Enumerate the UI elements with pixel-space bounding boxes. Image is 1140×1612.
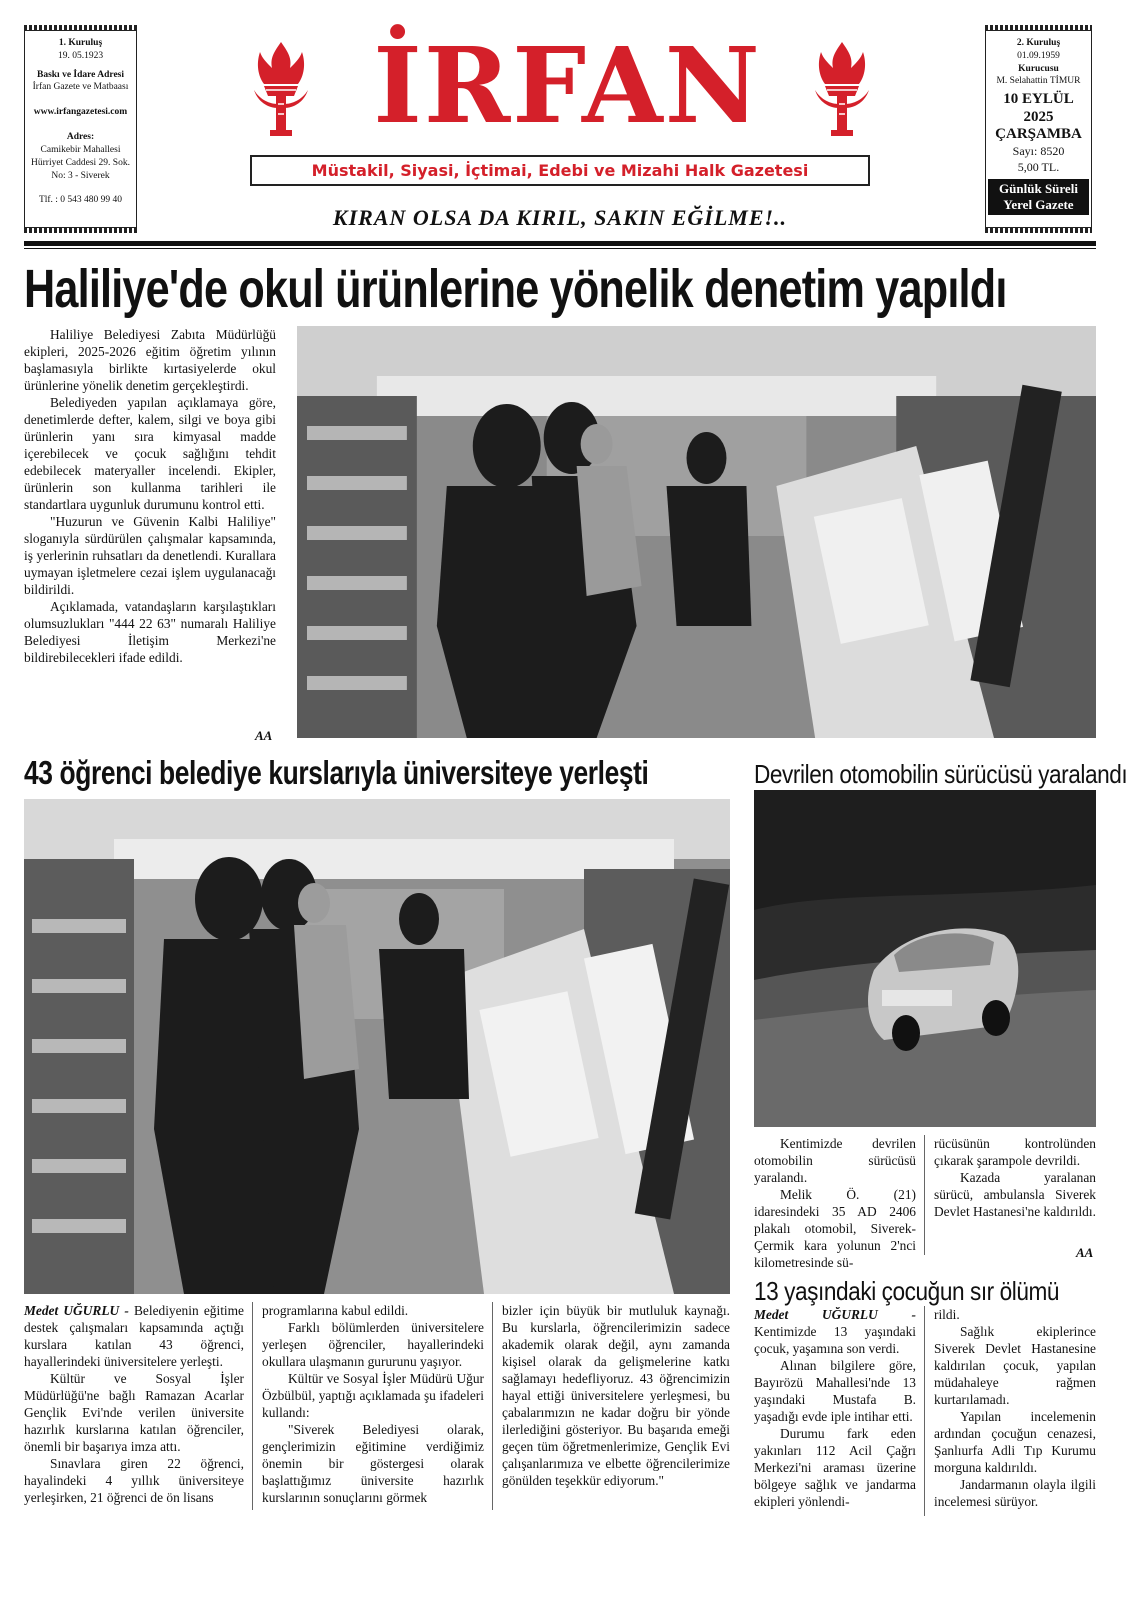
headline-students: 43 öğrenci belediye kurslarıyla üniversiteye yerleşti [24, 754, 649, 791]
column-divider [492, 1302, 493, 1510]
article-paragraph-text: Kentimizde 13 yaşındaki çocuk, yaşamına son verdi. [754, 1324, 916, 1356]
article-paragraph: Kentimizde devrilen otomobilin sürücüsü yaralandı. [754, 1136, 916, 1185]
newspaper-motto: KIRAN OLSA DA KIRIL, SAKIN EĞİLME!.. [332, 205, 788, 230]
article-paragraph: Belediyeden yapılan açıklamaya göre, denetimlerde defter, kalem, silgi ve boya gibi ürünlerin yanı sıra kimyasal madde içerebilecek ve çocuk sağlığını tehdit edebilecek materyaller incelendi. Ekipler, ürünlerin son kullanma tarihleri ile standartlara uygunluk durumunu kontrol etti. [24, 395, 276, 512]
newspaper-logo: İRFAN [373, 24, 762, 147]
article-paragraph [754, 1306, 916, 1357]
article-paragraph: "Siverek Belediyesi olarak, gençlerimizin eğitimine verdiğimiz önemin bir göstergesi olarak başlattığımız üniversite hazırlık kurslarının sonuçlarını görmek [262, 1422, 484, 1505]
article-car-col-2 [934, 1135, 1096, 1220]
article-students-col-1 [24, 1302, 244, 1506]
article-paragraph: Açıklamada, vatandaşların karşılaştıkları olumsuzlukları "444 22 63" numaralı Haliliye Belediyesi İletişim Merkezi'ne bildirebilecekleri ifade edildi. [24, 599, 276, 665]
article-paragraph: Kazada yaralanan sürücü, ambulansla Siverek Devlet Hastanesi'ne kaldırıldı. [934, 1170, 1096, 1219]
founded-label-2: 2. Kuruluş [1016, 38, 1061, 48]
article-car-col-1 [754, 1135, 916, 1271]
date-day: 10 EYLÜL [1003, 91, 1074, 108]
founded-date-2: 01.09.1959 [1017, 50, 1060, 61]
adres-label: Adres: [66, 132, 95, 143]
article-paragraph: Durumu fark eden yakınları 112 Acil Çağrı Merkezi'ni araması üzerine bölgeye sağlık ve jandarma ekipleri yönlendi- [754, 1426, 916, 1509]
founder-label: Kurucusu [1018, 63, 1059, 74]
address-line-1: Camikebir Mahallesi [40, 144, 121, 155]
column-divider [924, 1306, 925, 1516]
frequency-badge [988, 179, 1089, 214]
article-paragraph: Farklı bölümlerden üniversitelere yerleşen öğrenciler, hayallerindeki okullara ulaşmanın gururunu yaşıyor. [262, 1320, 484, 1369]
article-paragraph: Jandarmanın olayla ilgili incelemesi sürüyor. [934, 1477, 1096, 1509]
article-source: AA [1076, 1245, 1094, 1260]
article-students-col-2 [262, 1302, 484, 1506]
article-inspection-body [24, 326, 276, 666]
frequency-line-1: Günlük Süreli [999, 181, 1078, 197]
photo-car-accident [754, 790, 1096, 1127]
issue-number: Sayı: 8520 [1012, 144, 1065, 158]
publisher-name: İrfan Gazete ve Matbaası [32, 82, 129, 93]
article-paragraph: bizler için büyük bir mutluluk kaynağı. Bu kurslarla, öğrencilerimizin sadece akademik olarak değil, aynı zamanda kişisel olarak da gelişmelerine katkı sağlamayı hedefliyoruz. 43 öğrencimizin hayal ettiği üniversitelere yerleşmesi, bu çabalarımızın ne kadar doğru bir yönde ilerlediğini gösteriyor. Bu başarıda emeği geçen tüm öğretmenlerimize, Gençlik Evi çalışanlarımıza ve elbette öğrencilerimize gönülden teşekkür ediyorum." [502, 1303, 730, 1488]
article-paragraph [24, 1302, 244, 1370]
article-paragraph: Haliliye Belediyesi Zabıta Müdürlüğü ekipleri, 2025-2026 eğitim öğretim yılının başlamasıyla birlikte kırtasiyelerde okul ürünlerine yönelik denetim gerçekleştirdi. [24, 327, 276, 393]
photo-stationery-inspection [297, 326, 1096, 738]
article-students-col-3 [502, 1302, 730, 1489]
article-paragraph: Sınavlara giren 22 öğrenci, hayalindeki 4 yıllık üniversiteye yerleşirken, 21 öğrenci de ön lisans [24, 1456, 244, 1505]
date-weekday: ÇARŞAMBA [995, 125, 1082, 142]
byline: Medet UĞURLU - [754, 1307, 916, 1322]
article-paragraph-text: Belediyenin eğitime destek çalışmaları kapsamında açtığı kurslara katılan 43 öğrenci, hayallerindeki üniversitelere yerleşti. [24, 1303, 244, 1369]
address-label: Baskı ve İdare Adresi [36, 69, 124, 80]
article-child-col-1 [754, 1306, 916, 1510]
article-paragraph: programlarına kabul edildi. [262, 1303, 409, 1318]
founded-date-1: 19. 05.1923 [57, 50, 104, 61]
article-source: AA [255, 728, 273, 743]
masthead-divider [24, 241, 1096, 246]
founded-label-1: 1. Kuruluş [58, 38, 103, 48]
article-paragraph: Sağlık ekiplerince Siverek Devlet Hastanesine kaldırılan çocuk, yapılan müdahaleye rağmen kurtarılamadı. [934, 1324, 1096, 1407]
column-divider [924, 1135, 925, 1255]
photo-stationery-shop [24, 799, 730, 1294]
newspaper-subtitle: Müstakil, Siyasi, İçtimai, Edebi ve Mizahi Halk Gazetesi [250, 155, 870, 186]
price: 5,00 TL. [1017, 160, 1060, 175]
headline-inspection: Haliliye'de okul ürünlerine yönelik denetim yapıldı [24, 259, 1007, 319]
article-child-col-2 [934, 1306, 1096, 1510]
headline-car-accident: Devrilen otomobilin sürücüsü yaralandı [754, 759, 1128, 789]
masthead-info-left [24, 30, 137, 228]
masthead-divider-thin [24, 248, 1096, 249]
founder-name: M. Selahattin TİMUR [996, 76, 1081, 87]
masthead-info-right [985, 30, 1092, 228]
byline: Medet UĞURLU - [24, 1303, 129, 1318]
phone-number: Tlf. : 0 543 480 99 40 [38, 195, 123, 206]
article-paragraph: "Huzurun ve Güvenin Kalbi Haliliye" sloganıyla sürdürülen çalışmalar kapsamında, iş yerlerinin ruhsatları da denetlendi. Kurallara uymayan işletmelere cezai işlem uygulanacağı bildirildi. [24, 514, 276, 597]
article-paragraph: Kültür ve Sosyal İşler Müdürü Uğur Özbülbül, yaptığı açıklamada şu ifadeleri kullandı: [262, 1371, 484, 1420]
torch-icon [250, 38, 312, 138]
frequency-line-2: Yerel Gazete [1003, 196, 1074, 212]
article-paragraph: Alınan bilgilere göre, Bayırözü Mahallesi'nde 13 yaşındaki Mustafa B. yaşadığı evde iple intihar etti. [754, 1358, 916, 1424]
article-paragraph: rücüsünün kontrolünden çıkarak şarampole devrildi. [934, 1136, 1096, 1168]
article-paragraph: rildi. [934, 1307, 960, 1322]
article-paragraph: Melik Ö. (21) idaresindeki 35 AD 2406 plakalı otomobil, Siverek-Çermik kara yolunun 2'nci kilometresinde sü- [754, 1187, 916, 1270]
torch-icon [811, 38, 873, 138]
article-paragraph: Yapılan incelemenin ardından çocuğun cenazesi, Şanlıurfa Adli Tıp Kurumu morguna kaldırıldı. [934, 1409, 1096, 1475]
address-line-2: Hürriyet Caddesi 29. Sok. [31, 157, 130, 168]
column-divider [252, 1302, 253, 1510]
address-line-3: No: 3 - Siverek [51, 170, 110, 181]
website-link[interactable]: www.irfangazetesi.com [33, 107, 128, 118]
article-paragraph: Kültür ve Sosyal İşler Müdürlüğü'ne bağlı Ramazan Acarlar Gençlik Evi'nde verilen üniversite hazırlık kurslarına katılan öğrenciler, önemli bir başarıya imza attı. [24, 1371, 244, 1454]
date-year: 2025 [1023, 108, 1054, 125]
headline-child-death: 13 yaşındaki çocuğun sır ölümü [754, 1276, 1060, 1306]
